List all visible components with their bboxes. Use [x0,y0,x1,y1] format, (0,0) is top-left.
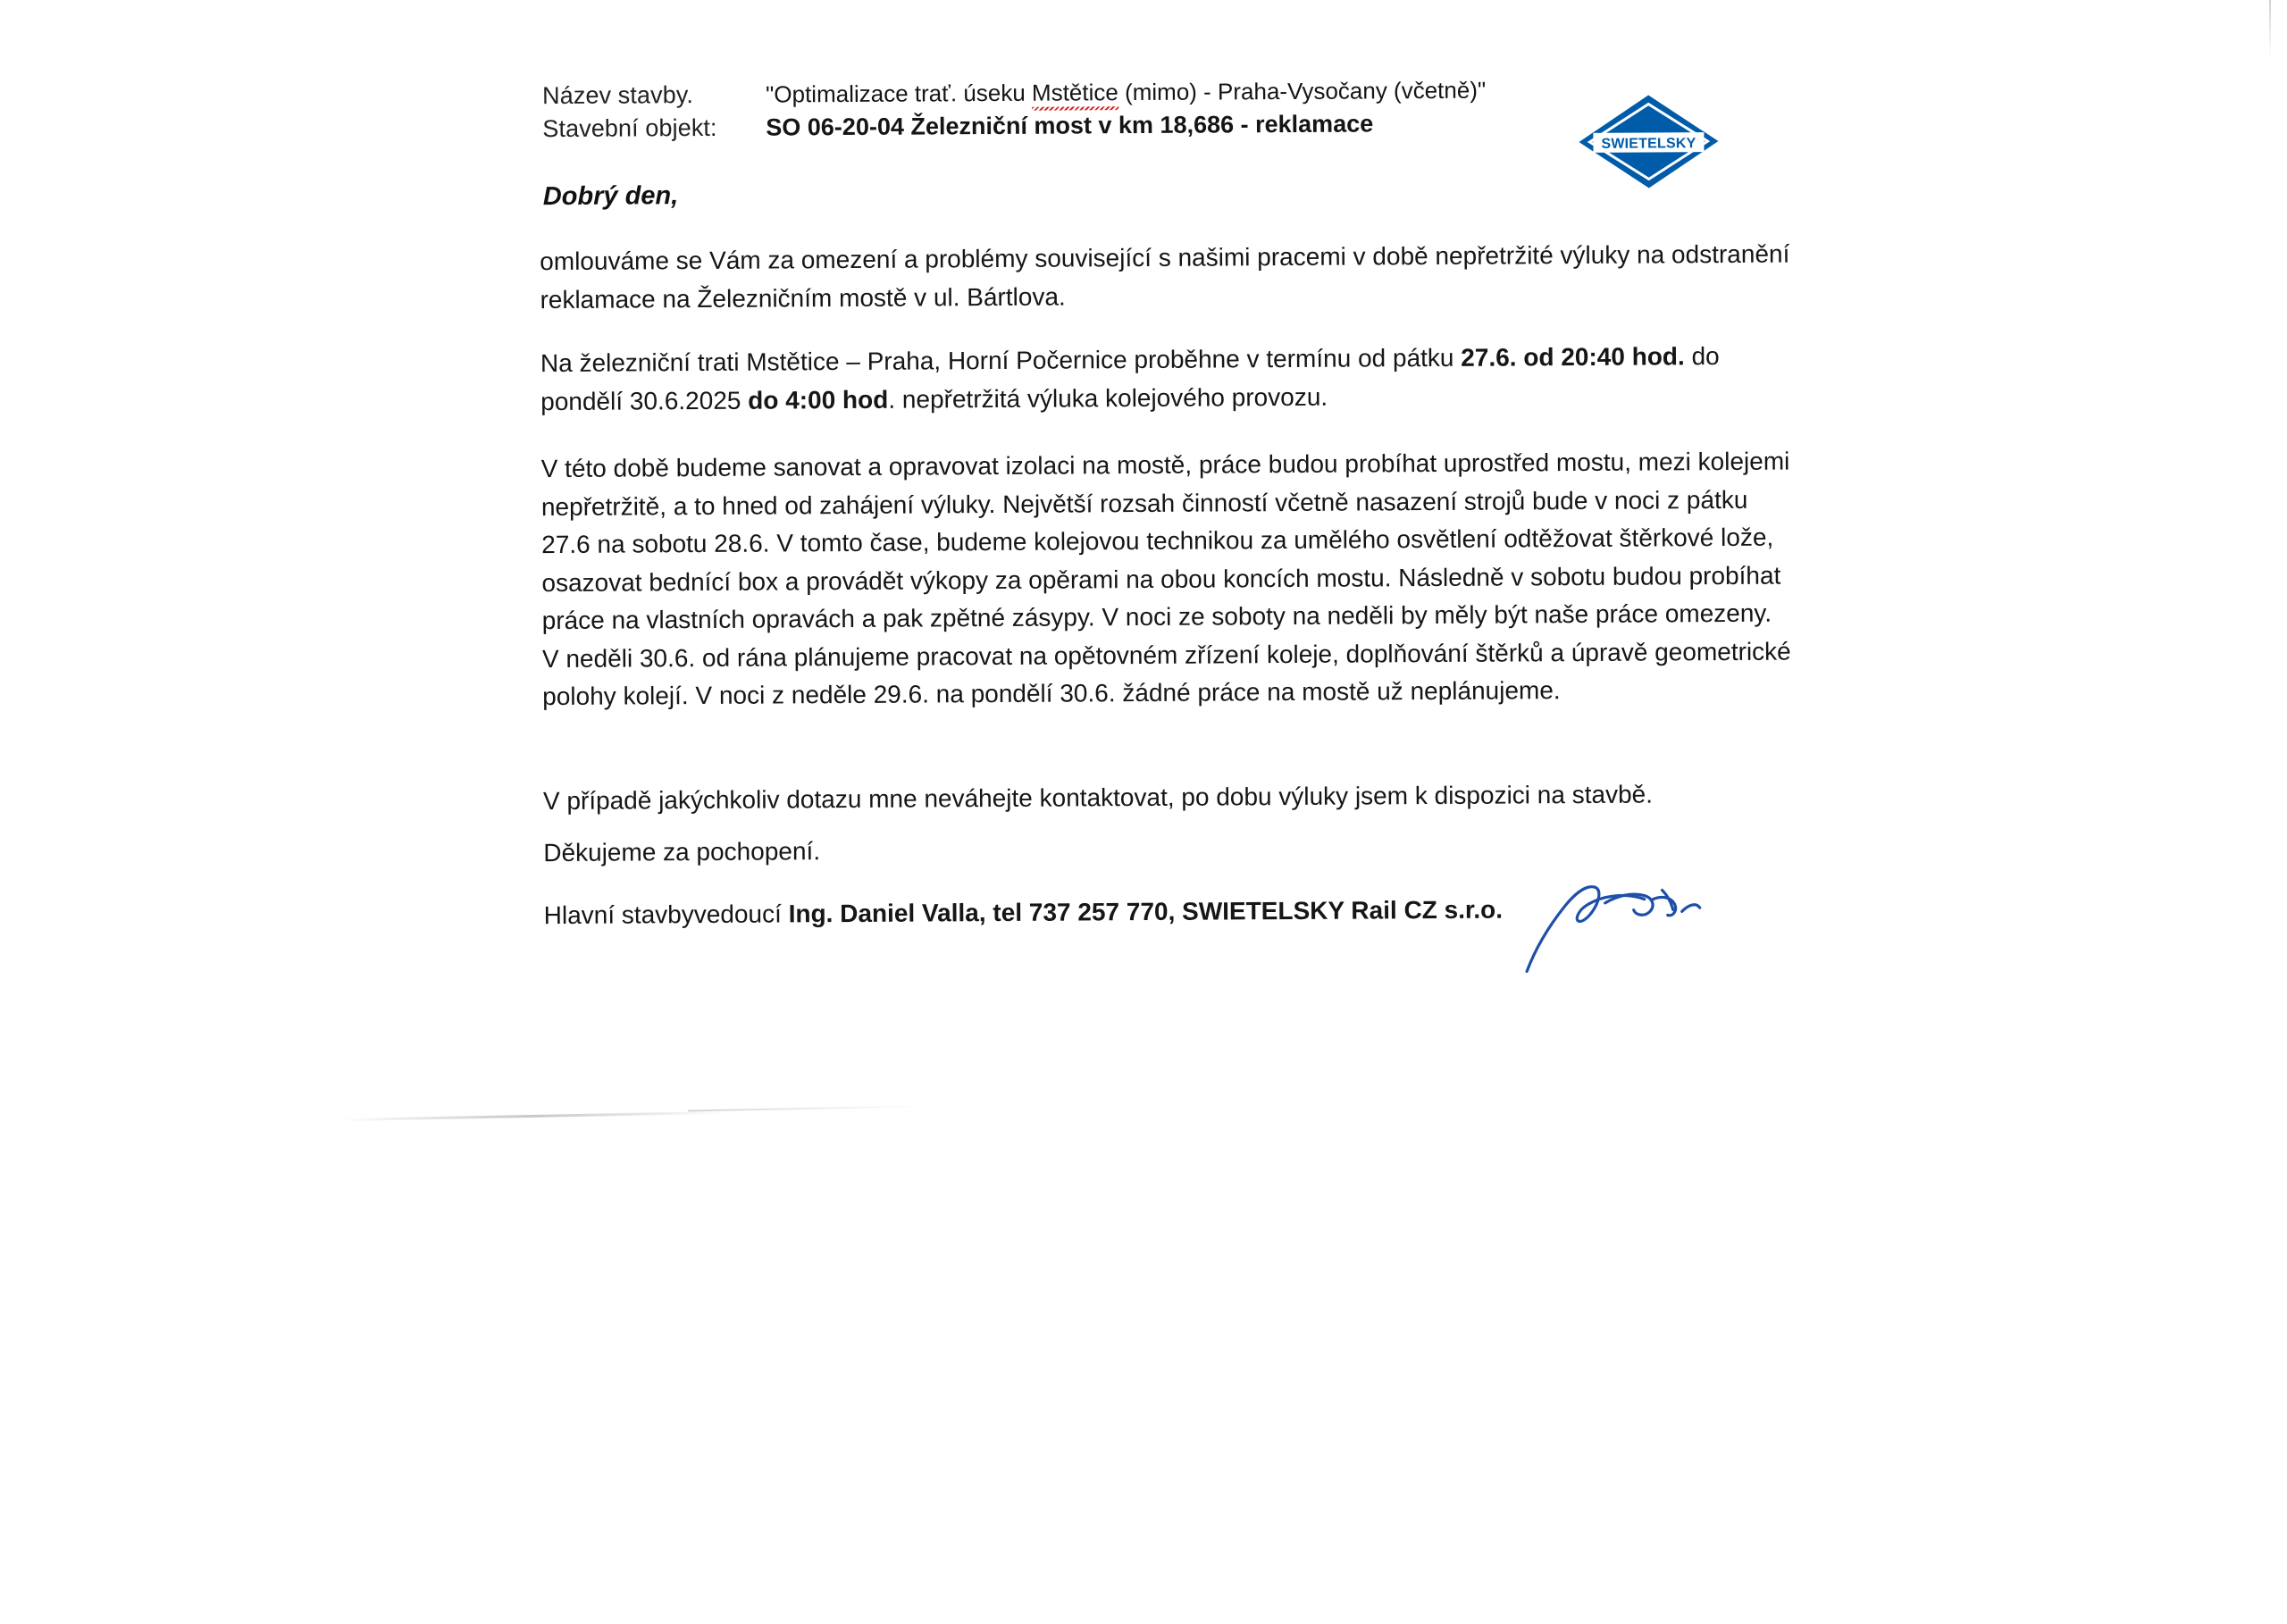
document-header [542,76,1579,148]
swietelsky-logo [1577,93,1721,190]
paragraph-apology: omlouváme se Vám za omezení a problémy související s našimi pracemi v době nepřetržité výluky na odstranění reklamace na Železničním mostě v ul. Bártlova. [540,239,1790,314]
closure-end-time: do 4:00 hod [748,385,889,414]
paragraph-thanks: Děkujeme za pochopení. [543,837,821,867]
closure-text-part2: do pondělí 30.6.2025 [540,342,1720,415]
signature-name-contact: Ing. Daniel Valla, tel 737 257 770, SWIETELSKY Rail CZ s.r.o. [788,895,1504,928]
header-row-project-name [542,76,1579,110]
paragraph-work-description: V této době budeme sanovat a opravovat izolaci na mostě, práce budou probíhat uprostřed mostu, mezi kolejemi nepřetržitě, a to hned od zahájení výluky. Největší rozsah činností včetně nasazení strojů bude v noci z pátku 27.6 na sobotu 28.6. V tomto čase, budeme kolejovou technikou za umělého osvětlení odtěžovat štěrkové lože, osazovat bednící box a provádět výkopy za opěrami na obou koncích mostu. Následně v sobotu budou probíhat práce na vlastních opravách a pak zpětné zásypy. V noci ze soboty na neděli by měly být naše práce omezeny. V neděli 30.6. od rána plánujeme pracovat na opětovném zřízení koleje, doplňování štěrků a úpravě geometrické polohy kolejí. V noci z neděle 29.6. na pondělí 30.6. žádné práce na mostě už neplánujeme. [540,447,1791,711]
project-name-suffix: (mimo) - Praha-Vysočany (včetně)" [1118,76,1487,106]
closure-text-part1: Na železniční trati Mstětice – Praha, Horní Počernice proběhne v termínu od pátku [540,343,1462,378]
header-value-project-name [766,77,1486,109]
closure-text-part3: . nepřetržitá výluka kolejového provozu. [888,382,1328,414]
svg-text:SWIETELSKY: SWIETELSKY [1601,136,1696,152]
paragraph-closure-dates [540,338,1791,422]
header-value-construction-object: SO 06-20-04 Železniční most v km 18,686 - reklamace [766,110,1374,141]
spellcheck-flagged-word: Mstětice [1031,79,1118,106]
handwritten-signature [1519,872,1788,999]
signature-role-label: Hlavní stavbyvedoucí [543,900,789,930]
header-label-construction-object: Stavební objekt: [542,113,717,143]
project-name-prefix: "Optimalizace trať. úseku [766,79,1033,108]
closure-start-time: 27.6. od 20:40 hod. [1461,342,1685,372]
greeting-text: Dobrý den, [542,181,679,212]
paragraph-contact: V případě jakýchkoliv dotazu mne neváhejte kontaktovat, po dobu výluky jsem k dispozici na stavbě. [542,780,1654,816]
header-label-project-name: Název stavby. [542,81,694,110]
header-row-construction-object [542,109,1579,143]
